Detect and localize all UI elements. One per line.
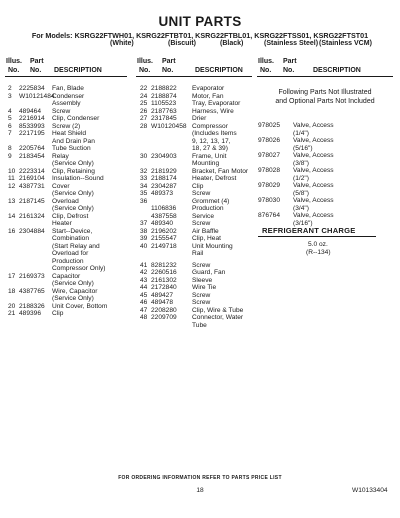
part-row [140,277,258,285]
ordering-footer: FOR ORDERING INFORMATION REFER TO PARTS PRICE LIST [118,475,282,481]
part-number: 489396 [19,310,42,317]
part-number: 2304287 [151,182,177,190]
part-number: 1105523 [151,100,177,107]
part-description: Tube [192,321,207,329]
part-row-continuation [8,160,133,168]
part-description: Service [192,212,214,220]
part-number: 2155547 [151,235,177,242]
part-number: 2149718 [151,242,177,250]
part-row-continuation [8,243,133,251]
illus-number: 35 [140,190,148,197]
part-row-continuation [258,160,393,168]
illus-number: 32 [140,167,148,175]
part-row [8,183,133,191]
part-description: 18, 27 & 39) [192,145,228,152]
refrigerant-charge-title: REFRIGERANT CHARGE [262,226,356,235]
part-description: (Service Only) [52,295,94,302]
part-number: 2208280 [151,306,177,314]
illus-number: 9 [8,152,12,160]
part-row [8,175,133,183]
part-description: Valve, Access [293,122,334,129]
part-number: 1106836 [151,205,177,212]
part-row [8,288,133,296]
part-row-continuation [8,295,133,303]
part-number: 2223314 [19,167,45,175]
part-row [8,213,133,221]
part-row [8,273,133,281]
illus-number: 26 [140,107,148,115]
part-row-continuation [8,235,133,243]
illus-number: 2 [8,85,12,92]
part-row-continuation [8,258,133,266]
part-number: 978027 [258,152,281,159]
part-number: 2225834 [19,85,45,92]
part-row-continuation [140,250,258,258]
part-number: 876764 [258,212,281,219]
header-part: Part [283,58,297,65]
part-description: 9, 12, 13, 17, [192,137,231,145]
part-number: 2188822 [151,85,177,92]
part-description: Heater, Defrost [192,175,237,182]
part-number: 2183454 [19,152,45,160]
header-part-no: No. [162,67,174,74]
header-part: Part [30,58,44,65]
illus-number: 7 [8,130,12,137]
part-number: 8533993 [19,122,45,130]
part-row [140,262,258,270]
part-description: Valve, Access [293,197,334,204]
part-description: Start--Device, [52,227,93,235]
part-row [140,175,258,183]
part-description: Production [192,205,224,212]
illus-number: 41 [140,261,148,269]
part-description: Clip, Retaining [52,167,95,175]
header-illus-no: No. [8,67,20,74]
part-description: Screw [192,261,211,269]
illus-number: 45 [140,291,148,299]
part-number: 2169373 [19,272,45,280]
illus-number: 39 [140,235,148,242]
part-description: (3/8") [293,159,309,167]
part-row [140,115,258,123]
illus-number: 8 [8,145,12,152]
part-row [8,228,133,236]
part-number: 2181929 [151,167,177,175]
part-row [140,284,258,292]
header-illus: Illus. [258,58,274,65]
part-number: 2217195 [19,130,45,137]
header-rule-2 [136,76,252,77]
part-description: Mounting [192,160,220,167]
part-number: 2205764 [19,145,45,152]
part-description: Motor, Fan [192,92,224,100]
part-row-continuation [258,175,393,183]
part-description: (Service Only) [52,160,94,167]
part-number: 2172840 [151,284,177,291]
part-row-continuation [8,205,133,213]
part-description: (5/16") [293,144,313,152]
part-row [140,269,258,277]
part-row [8,130,133,138]
part-row [140,235,258,243]
illus-number: 18 [8,287,16,295]
refrigerant-rule [258,236,376,237]
part-row [258,182,393,190]
part-description: Compressor [192,122,228,130]
parts-column-2 [140,85,258,329]
illus-number: 46 [140,299,148,306]
part-description: (Service Only) [52,205,94,212]
part-description: Heater [52,220,72,227]
part-description: Screw (2) [52,122,81,130]
part-row-continuation [140,130,258,138]
part-description: Wire Tie [192,284,217,291]
illus-number: 24 [140,92,148,100]
part-row [8,123,133,131]
part-number: 978028 [258,167,281,174]
illus-number: 34 [140,182,148,190]
refrigerant-amount: 5.0 oz. [308,241,328,248]
part-row-continuation [8,250,133,258]
part-description: Heat Shield [52,130,87,137]
refrigerant-type: (R--134) [306,249,331,256]
header-illus: Illus. [6,58,22,65]
part-row [140,100,258,108]
part-description: Tube Suction [52,145,91,152]
part-description: Drier [192,115,207,122]
part-description: Unit Cover, Bottom [52,302,108,310]
part-description: (5/8") [293,189,309,197]
part-number: 2304884 [19,227,45,235]
part-description: Insulation--Sound [52,175,104,182]
part-row [8,310,133,318]
part-row [140,123,258,131]
part-number: 2169104 [19,175,45,182]
part-description: (Service Only) [52,280,94,287]
part-row [8,115,133,123]
part-description: Screw [192,299,211,306]
header-part-no: No. [30,67,42,74]
part-description: Wire, Capacitor [52,287,98,295]
variant-biscuit: (Biscuit) [168,40,196,47]
part-description: Clip, Defrost [52,212,89,220]
illus-number: 13 [8,197,16,205]
part-number: 489478 [151,299,174,306]
illus-number: 30 [140,152,148,160]
page-title: UNIT PARTS [158,14,242,29]
part-row [258,122,393,130]
part-number: 8281232 [151,261,177,269]
part-number: 2161324 [19,212,45,220]
header-part-no: No. [283,67,295,74]
illus-number: 20 [8,302,16,310]
part-row [8,153,133,161]
part-row-continuation [258,190,393,198]
part-number: 4387765 [19,287,45,295]
illus-number: 42 [140,269,148,276]
part-description: And Drain Pan [52,137,95,145]
part-row [140,299,258,307]
note-line-1: Following Parts Not Illustrated [278,89,372,96]
part-row [140,153,258,161]
part-description: Unit Mounting [192,242,233,250]
part-row-continuation [140,145,258,153]
part-description: (Start Relay and [52,242,100,250]
illus-number: 48 [140,314,148,321]
illus-number: 44 [140,284,148,291]
part-row [8,303,133,311]
part-number: W10120458 [151,122,187,130]
illus-number: 27 [140,115,148,122]
illus-number: 4 [8,107,12,115]
part-number: 2188874 [151,92,177,100]
part-description: (Includes Items [192,130,237,137]
illus-number: 37 [140,220,148,227]
part-row [140,190,258,198]
part-number: 2161302 [151,276,177,284]
part-row-continuation [8,190,133,198]
part-row [140,168,258,176]
part-description: (3/16") [293,219,313,227]
header-description: DESCRIPTION [313,67,361,74]
part-description: Screw [52,107,71,115]
header-rule-1 [5,76,127,77]
parts-column-1 [8,85,133,318]
part-row-continuation [8,100,133,108]
part-row-continuation [140,138,258,146]
illus-number: 3 [8,92,12,100]
part-row [258,167,393,175]
part-description: Compressor Only) [52,265,106,272]
part-number: 2304903 [151,152,177,160]
part-description: Rail [192,250,204,257]
part-row [140,205,258,213]
part-row [258,212,393,220]
variant-white: (White) [110,40,134,47]
part-number: 978025 [258,122,281,129]
part-description: Clip, Wire & Tube [192,306,244,314]
illus-number: 38 [140,227,148,235]
header-description: DESCRIPTION [54,67,102,74]
part-row [140,85,258,93]
part-row [8,93,133,101]
illus-number: 22 [140,85,148,92]
part-description: Valve, Access [293,152,334,159]
part-description: Clip [52,310,64,317]
part-number: 2209709 [151,314,177,321]
note-line-2: and Optional Parts Not Included [275,98,375,105]
part-description: Relay [52,152,69,160]
header-rule-3 [257,76,393,77]
part-row [140,213,258,221]
illus-number: 25 [140,100,148,107]
part-number: 489427 [151,291,174,299]
part-description: Evaporator [192,85,225,92]
part-description: Clip, Heat [192,235,221,242]
part-description: (1/2") [293,174,309,182]
part-description: Connector, Water [192,314,244,321]
header-part: Part [162,58,176,65]
part-description: Screw [192,291,211,299]
variant-stainless-steel: (Stainless Steel) [264,40,319,47]
part-number: 489373 [151,190,174,197]
part-description: Valve, Access [293,167,334,174]
part-number: 2188326 [19,302,45,310]
part-row-continuation [8,220,133,228]
part-number: W10121484 [19,92,55,100]
part-number: 978026 [258,137,281,144]
part-description: Combination [52,235,90,242]
illus-number: 6 [8,122,12,130]
part-description: Valve, Access [293,212,334,219]
part-description: Clip [192,182,204,190]
part-row [140,93,258,101]
page-number: 18 [196,487,204,494]
part-number: 2187763 [151,107,177,115]
illus-number: 28 [140,122,148,130]
illus-number: 12 [8,182,16,190]
part-description: Production [52,257,84,265]
illus-number: 17 [8,272,16,280]
part-number: 978029 [258,182,281,189]
part-row-continuation [8,280,133,288]
part-number: 2216914 [19,115,45,122]
illus-number: 33 [140,175,148,182]
part-row-continuation [140,160,258,168]
not-illustrated-note [257,88,393,106]
illus-number: 14 [8,212,16,220]
part-row [258,152,393,160]
part-description: Screw [192,220,211,227]
part-description: Sleeve [192,276,213,284]
part-description: Overload [52,197,79,205]
part-row [140,292,258,300]
part-description: Cover [52,182,70,190]
variant-stainless-vcm: (Stainless VCM) [319,40,372,47]
illus-number: 10 [8,167,16,175]
part-row [258,137,393,145]
part-row [140,228,258,236]
part-description: Guard, Fan [192,269,226,276]
header-illus-no: No. [260,67,272,74]
part-number: 489464 [19,107,42,115]
models-line: For Models: KSRG22FTWH01, KSRG22FTBT01, KSRG22FTBL01, KSRG22FTSS01, KSRG22FTST01 [31,31,369,40]
part-description: Valve, Access [293,137,334,144]
part-row [140,198,258,206]
part-description: (Service Only) [52,190,94,197]
part-row [140,314,258,322]
part-row [140,220,258,228]
part-row [8,198,133,206]
part-description: Clip, Condenser [52,115,100,122]
illus-number: 36 [140,197,148,205]
part-description: Frame, Unit [192,152,227,160]
header-description: DESCRIPTION [195,67,243,74]
illus-number: 5 [8,115,12,122]
part-description: (1/4") [293,129,309,137]
part-row [140,183,258,191]
part-row [8,108,133,116]
part-row [258,197,393,205]
illus-number: 47 [140,306,148,314]
part-description: Assembly [52,100,81,107]
illus-number: 16 [8,227,16,235]
part-description: Valve, Access [293,182,334,189]
illus-number: 40 [140,242,148,250]
part-row-continuation [258,145,393,153]
illus-number: 21 [8,310,16,317]
part-description: Air Baffle [192,227,219,235]
part-number: 2187145 [19,197,45,205]
part-number: 2260516 [151,269,177,276]
part-description: Screw [192,190,211,197]
part-row-continuation [140,322,258,330]
document-number: W10133404 [352,487,388,494]
part-number: 2188174 [151,175,177,182]
parts-column-3 [258,122,393,227]
part-row [140,307,258,315]
part-number: 4387731 [19,182,45,190]
part-description: Fan, Blade [52,85,84,92]
part-description: Overload for [52,250,89,257]
part-number: 978030 [258,197,281,204]
illus-number: 43 [140,276,148,284]
part-description: Tray, Evaporator [192,100,241,107]
variant-black: (Black) [220,40,244,47]
part-number: 2196202 [151,227,177,235]
part-row-continuation [258,130,393,138]
part-description: Grommet (4) [192,197,230,205]
header-illus: Illus. [137,58,153,65]
header-illus-no: No. [139,67,151,74]
part-row [140,108,258,116]
part-row [140,243,258,251]
part-row [8,145,133,153]
part-row [8,168,133,176]
part-description: Capacitor [52,272,81,280]
part-number: 2317845 [151,115,177,122]
part-number: 489340 [151,220,174,227]
part-number: 4387558 [151,212,177,220]
part-row [8,85,133,93]
part-description: Harness, Wire [192,107,234,115]
part-description: Bracket, Fan Motor [192,167,249,175]
part-description: Condenser [52,92,85,100]
part-description: (3/4") [293,204,309,212]
part-row-continuation [8,138,133,146]
part-row-continuation [258,205,393,213]
illus-number: 11 [8,175,15,182]
part-row-continuation [8,265,133,273]
